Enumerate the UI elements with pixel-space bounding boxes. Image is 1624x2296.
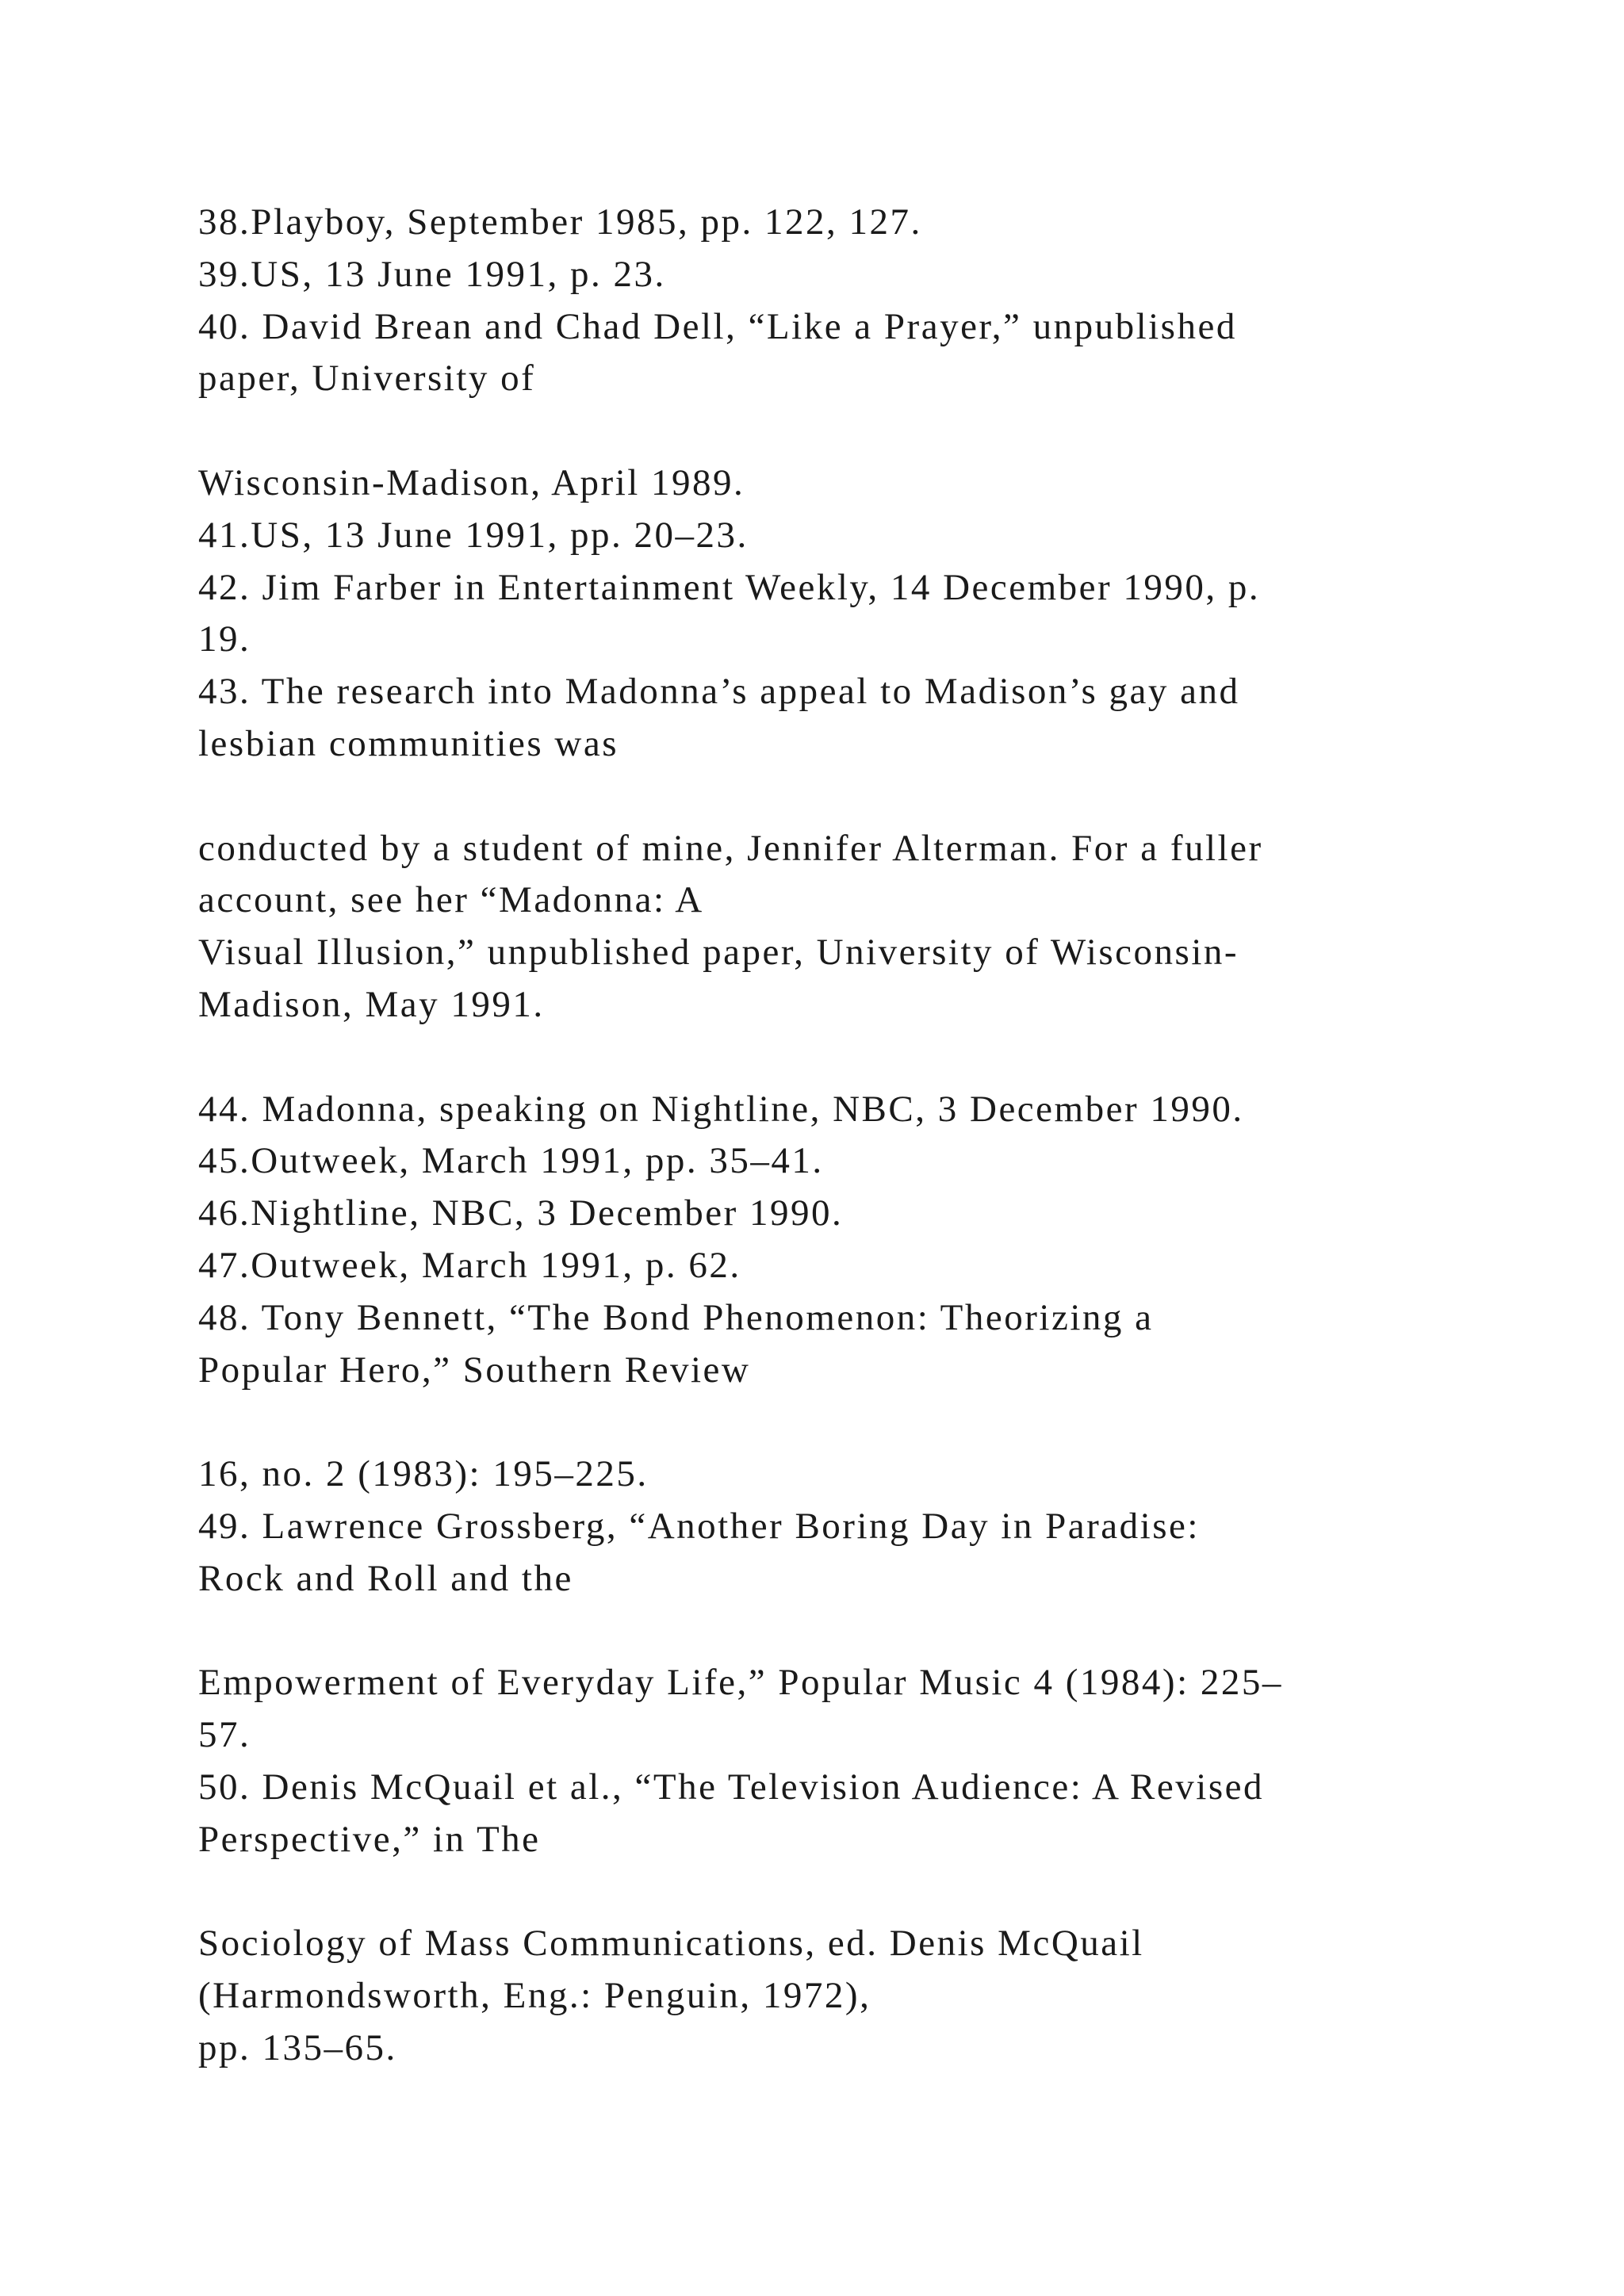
text-line: Rock and Roll and the: [198, 1557, 573, 1599]
text-line: 47.Outweek, March 1991, p. 62.: [198, 1244, 741, 1286]
text-line: 42. Jim Farber in Entertainment Weekly, 14 December 1990, p.: [198, 566, 1261, 608]
text-line: Visual Illusion,” unpublished paper, University of Wisconsin-: [198, 932, 1239, 974]
blank-line: [198, 771, 1507, 823]
blank-line: [198, 1396, 1507, 1448]
blank-line: [198, 1605, 1507, 1658]
text-line: Madison, May 1991.: [198, 983, 545, 1025]
text-line: 40. David Brean and Chad Dell, “Like a Prayer,” unpublished: [198, 305, 1237, 347]
text-line: 43. The research into Madonna’s appeal to Madison’s gay and: [198, 671, 1240, 713]
text-line: 50. Denis McQuail et al., “The Television Audience: A Revised: [198, 1766, 1264, 1808]
text-line: Wisconsin-Madison, April 1989.: [198, 461, 745, 503]
text-line: 19.: [198, 618, 251, 660]
text-line: Empowerment of Everyday Life,” Popular Music 4 (1984): 225–: [198, 1662, 1283, 1704]
text-line: pp. 135–65.: [198, 2026, 397, 2068]
text-line: 57.: [198, 1714, 251, 1756]
text-line: 16, no. 2 (1983): 195–225.: [198, 1453, 649, 1495]
text-line: 38.Playboy, September 1985, pp. 122, 127.: [198, 201, 922, 243]
text-line: Sociology of Mass Communications, ed. Denis McQuail: [198, 1923, 1144, 1965]
text-line: Popular Hero,” Southern Review: [198, 1349, 751, 1391]
text-line: Perspective,” in The: [198, 1818, 541, 1860]
text-line: (Harmondsworth, Eng.: Penguin, 1972),: [198, 1975, 871, 2017]
text-line: 44. Madonna, speaking on Nightline, NBC, 3 December 1990.: [198, 1088, 1244, 1130]
text-line: lesbian communities was: [198, 722, 619, 764]
blank-line: [198, 1031, 1507, 1084]
text-line: 49. Lawrence Grossberg, “Another Boring Day in Paradise:: [198, 1505, 1200, 1547]
text-line: 39.US, 13 June 1991, p. 23.: [198, 253, 666, 295]
text-line: 46.Nightline, NBC, 3 December 1990.: [198, 1192, 844, 1234]
text-line: 48. Tony Bennett, “The Bond Phenomenon: Theorizing a: [198, 1296, 1154, 1338]
blank-line: [198, 405, 1507, 457]
footnotes-text: [198, 197, 1507, 2075]
text-line: conducted by a student of mine, Jennifer Alterman. For a fuller: [198, 827, 1263, 869]
text-line: 45.Outweek, March 1991, pp. 35–41.: [198, 1140, 824, 1182]
text-line: 41.US, 13 June 1991, pp. 20–23.: [198, 514, 749, 556]
text-line: account, see her “Madonna: A: [198, 879, 704, 921]
text-line: paper, University of: [198, 358, 536, 400]
blank-line: [198, 1866, 1507, 1919]
